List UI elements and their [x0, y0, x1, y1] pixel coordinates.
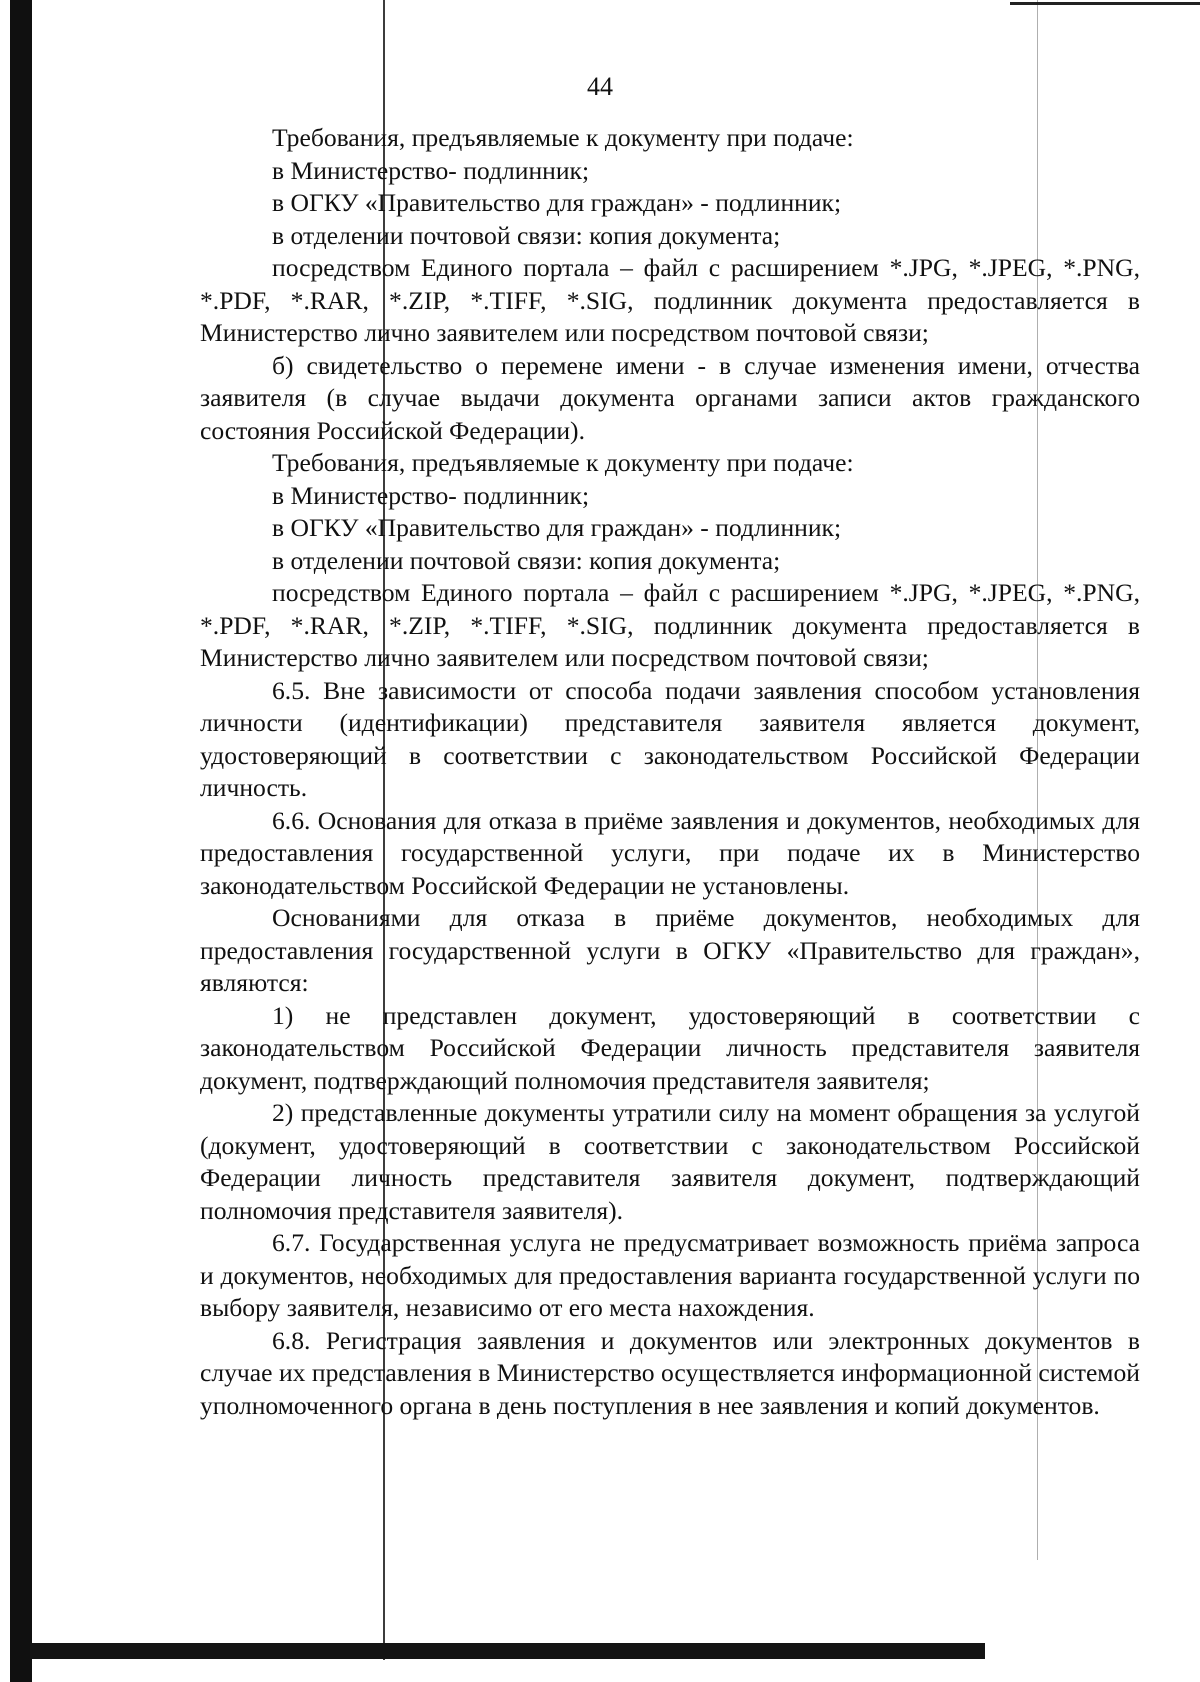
- paragraph: посредством Единого портала – файл с расширением *.JPG, *.JPEG, *.PNG, *.PDF, *.RAR, *.ZIP, *.TIFF, *.SIG, подлинник документа предоставляется в Министерство лично заявителем или посредством почтовой связи;: [200, 253, 1140, 347]
- paragraph: 6.7. Государственная услуга не предусматривает возможность приёма запроса и документов, необходимых для предоставления варианта государственной услуги по выбору заявителя, независимо от его места нахождения.: [200, 1228, 1140, 1322]
- document-body: [200, 122, 1140, 1422]
- paragraph: 6.8. Регистрация заявления и документов или электронных документов в случае их представления в Министерство осуществляется информационной системой уполномоченного органа в день поступления в нее заявления и копий документов.: [200, 1325, 1140, 1420]
- paragraph: Требования, предъявляемые к документу при подаче:: [272, 123, 854, 152]
- paragraph: 6.5. Вне зависимости от способа подачи заявления способом установления личности (идентификации) представителя заявителя является документ, удостоверяющий в соответствии с законодательством Российской Федерации личность.: [200, 675, 1140, 802]
- paragraph: 1) не представлен документ, удостоверяющий в соответствии с законодательством Российской Федерации личность представителя заявителя документ, подтверждающий полномочия представителя заявителя;: [200, 1000, 1140, 1095]
- scan-top-line: [1010, 2, 1200, 5]
- page-number: 44: [587, 72, 613, 101]
- paragraph: в ОГКУ «Правительство для граждан» - подлинник;: [272, 513, 842, 542]
- paragraph: в Министерство- подлинник;: [272, 155, 590, 185]
- paragraph: б) свидетельство о перемене имени - в случае изменения имени, отчества заявителя (в случае выдачи документа органами записи актов гражданского состояния Российской Федерации).: [200, 350, 1140, 445]
- paragraph: в отделении почтовой связи: копия документа;: [272, 220, 781, 250]
- paragraph: посредством Единого портала – файл с расширением *.JPG, *.JPEG, *.PNG, *.PDF, *.RAR, *.ZIP, *.TIFF, *.SIG, подлинник документа предоставляется в Министерство лично заявителем или посредством почтовой связи;: [200, 578, 1140, 672]
- paragraph: Основаниями для отказа в приёме документов, необходимых для предоставления государственной услуги в ОГКУ «Правительство для граждан», являются:: [200, 903, 1140, 997]
- scan-bottom-edge: [30, 1643, 985, 1659]
- paragraph: в ОГКУ «Правительство для граждан» - подлинник;: [272, 188, 842, 217]
- paragraph: Требования, предъявляемые к документу при подаче:: [272, 448, 854, 477]
- paragraph: 2) представленные документы утратили силу на момент обращения за услугой (документ, удостоверяющий в соответствии с законодательством Российской Федерации личность представителя заявителя документ, подтверждающий полномочия представителя заявителя).: [200, 1098, 1140, 1225]
- scan-left-edge: [10, 0, 32, 1682]
- paragraph: в Министерство- подлинник;: [272, 480, 590, 510]
- paragraph: в отделении почтовой связи: копия документа;: [272, 545, 781, 575]
- paragraph: 6.6. Основания для отказа в приёме заявления и документов, необходимых для предоставления государственной услуги, при подаче их в Министерство законодательством Российской Федерации не установлены.: [200, 805, 1140, 900]
